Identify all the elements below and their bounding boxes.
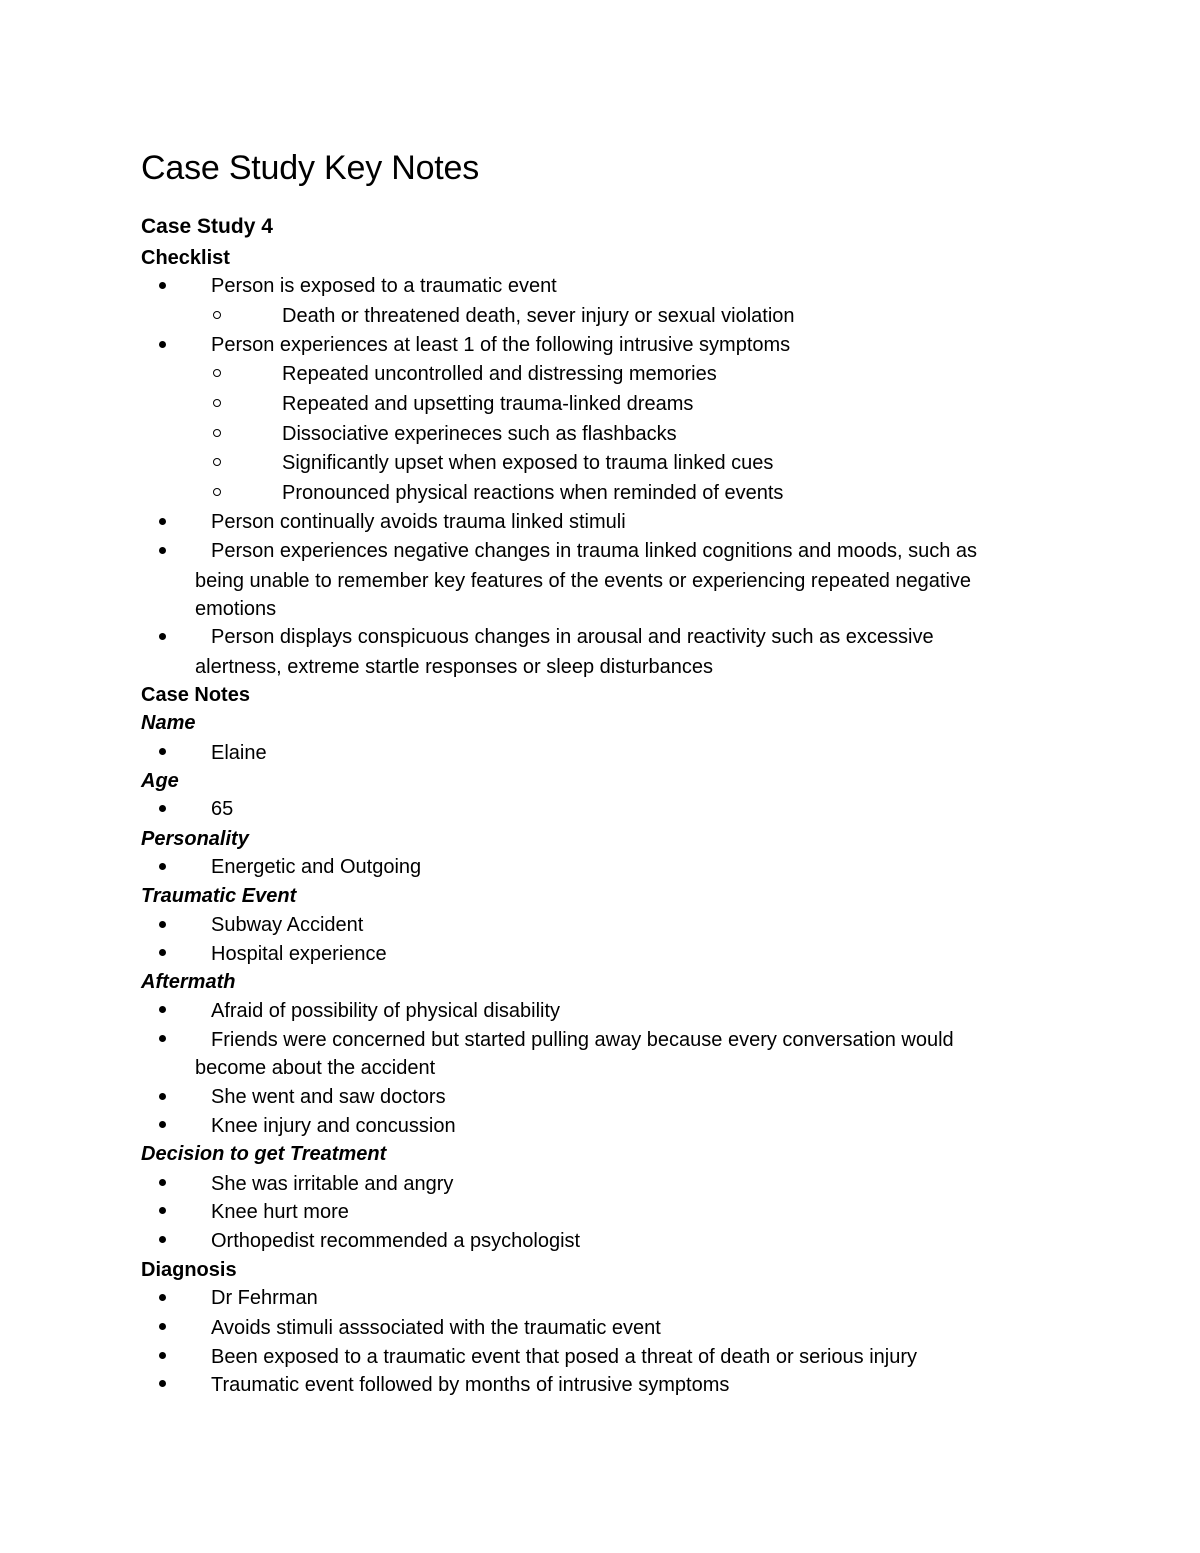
list-item: Been exposed to a traumatic event that posed a threat of death or serious injury [211, 1346, 917, 1368]
age-label: Age [141, 770, 179, 792]
bullet-icon [159, 518, 166, 525]
list-item: Dr Fehrman [211, 1287, 318, 1309]
bullet-icon [159, 1352, 166, 1359]
list-item: Person experiences negative changes in trauma linked cognitions and moods, such as [211, 540, 978, 562]
list-item: Subway Accident [211, 914, 364, 936]
decision-label: Decision to get Treatment [141, 1143, 387, 1165]
diagnosis-heading: Diagnosis [141, 1259, 237, 1281]
sub-list-item: Pronounced physical reactions when reminded of events [282, 482, 784, 504]
list-item-continuation: emotions [195, 598, 277, 620]
checklist-heading: Checklist [141, 247, 230, 269]
list-item: She was irritable and angry [211, 1173, 454, 1195]
traumatic-event-label: Traumatic Event [141, 885, 297, 907]
list-item-continuation: alertness, extreme startle responses or sleep disturbances [195, 656, 714, 678]
list-item: Friends were concerned but started pulling away because every conversation would [211, 1029, 954, 1051]
bullet-icon [159, 748, 166, 755]
personality-label: Personality [141, 828, 249, 850]
sub-list-item: Repeated and upsetting trauma-linked dreams [282, 393, 694, 415]
bullet-icon [159, 1236, 166, 1243]
bullet-icon [159, 1294, 166, 1301]
bullet-icon [159, 921, 166, 928]
bullet-icon [159, 805, 166, 812]
bullet-icon [159, 1380, 166, 1387]
bullet-icon [159, 1006, 166, 1013]
list-item: Traumatic event followed by months of intrusive symptoms [211, 1374, 730, 1396]
list-item: Person is exposed to a traumatic event [211, 275, 557, 297]
list-item: Knee injury and concussion [211, 1115, 456, 1137]
bullet-icon [159, 949, 166, 956]
sub-list-item: Dissociative experineces such as flashbacks [282, 423, 677, 445]
circle-bullet-icon [213, 311, 221, 319]
list-item: Orthopedist recommended a psychologist [211, 1230, 581, 1252]
case-notes-heading: Case Notes [141, 684, 250, 706]
aftermath-label: Aftermath [141, 971, 236, 993]
list-item: Person displays conspicuous changes in arousal and reactivity such as excessive [211, 626, 934, 648]
bullet-icon [159, 1093, 166, 1100]
bullet-icon [159, 547, 166, 554]
sub-list-item: Significantly upset when exposed to trauma linked cues [282, 452, 774, 474]
list-item: She went and saw doctors [211, 1086, 446, 1108]
list-item: Hospital experience [211, 943, 387, 965]
circle-bullet-icon [213, 429, 221, 437]
bullet-icon [159, 863, 166, 870]
list-item: Energetic and Outgoing [211, 856, 422, 878]
bullet-icon [159, 1121, 166, 1128]
name-label: Name [141, 712, 196, 734]
list-item-continuation: being unable to remember key features of the events or experiencing repeated negative [195, 570, 972, 592]
bullet-icon [159, 1207, 166, 1214]
list-item: 65 [211, 798, 234, 820]
document-title: Case Study Key Notes [141, 149, 480, 187]
circle-bullet-icon [213, 399, 221, 407]
list-item: Person experiences at least 1 of the following intrusive symptoms [211, 334, 791, 356]
list-item: Avoids stimuli asssociated with the traumatic event [211, 1317, 661, 1339]
list-item-continuation: become about the accident [195, 1057, 436, 1079]
bullet-icon [159, 1179, 166, 1186]
list-item: Elaine [211, 742, 267, 764]
bullet-icon [159, 633, 166, 640]
bullet-icon [159, 341, 166, 348]
bullet-icon [159, 1035, 166, 1042]
list-item: Knee hurt more [211, 1201, 349, 1223]
circle-bullet-icon [213, 458, 221, 466]
case-study-heading: Case Study 4 [141, 215, 273, 238]
sub-list-item: Death or threatened death, sever injury or sexual violation [282, 305, 795, 327]
list-item: Afraid of possibility of physical disability [211, 1000, 561, 1022]
bullet-icon [159, 1323, 166, 1330]
list-item: Person continually avoids trauma linked stimuli [211, 511, 626, 533]
bullet-icon [159, 282, 166, 289]
circle-bullet-icon [213, 488, 221, 496]
sub-list-item: Repeated uncontrolled and distressing memories [282, 363, 717, 385]
circle-bullet-icon [213, 369, 221, 377]
